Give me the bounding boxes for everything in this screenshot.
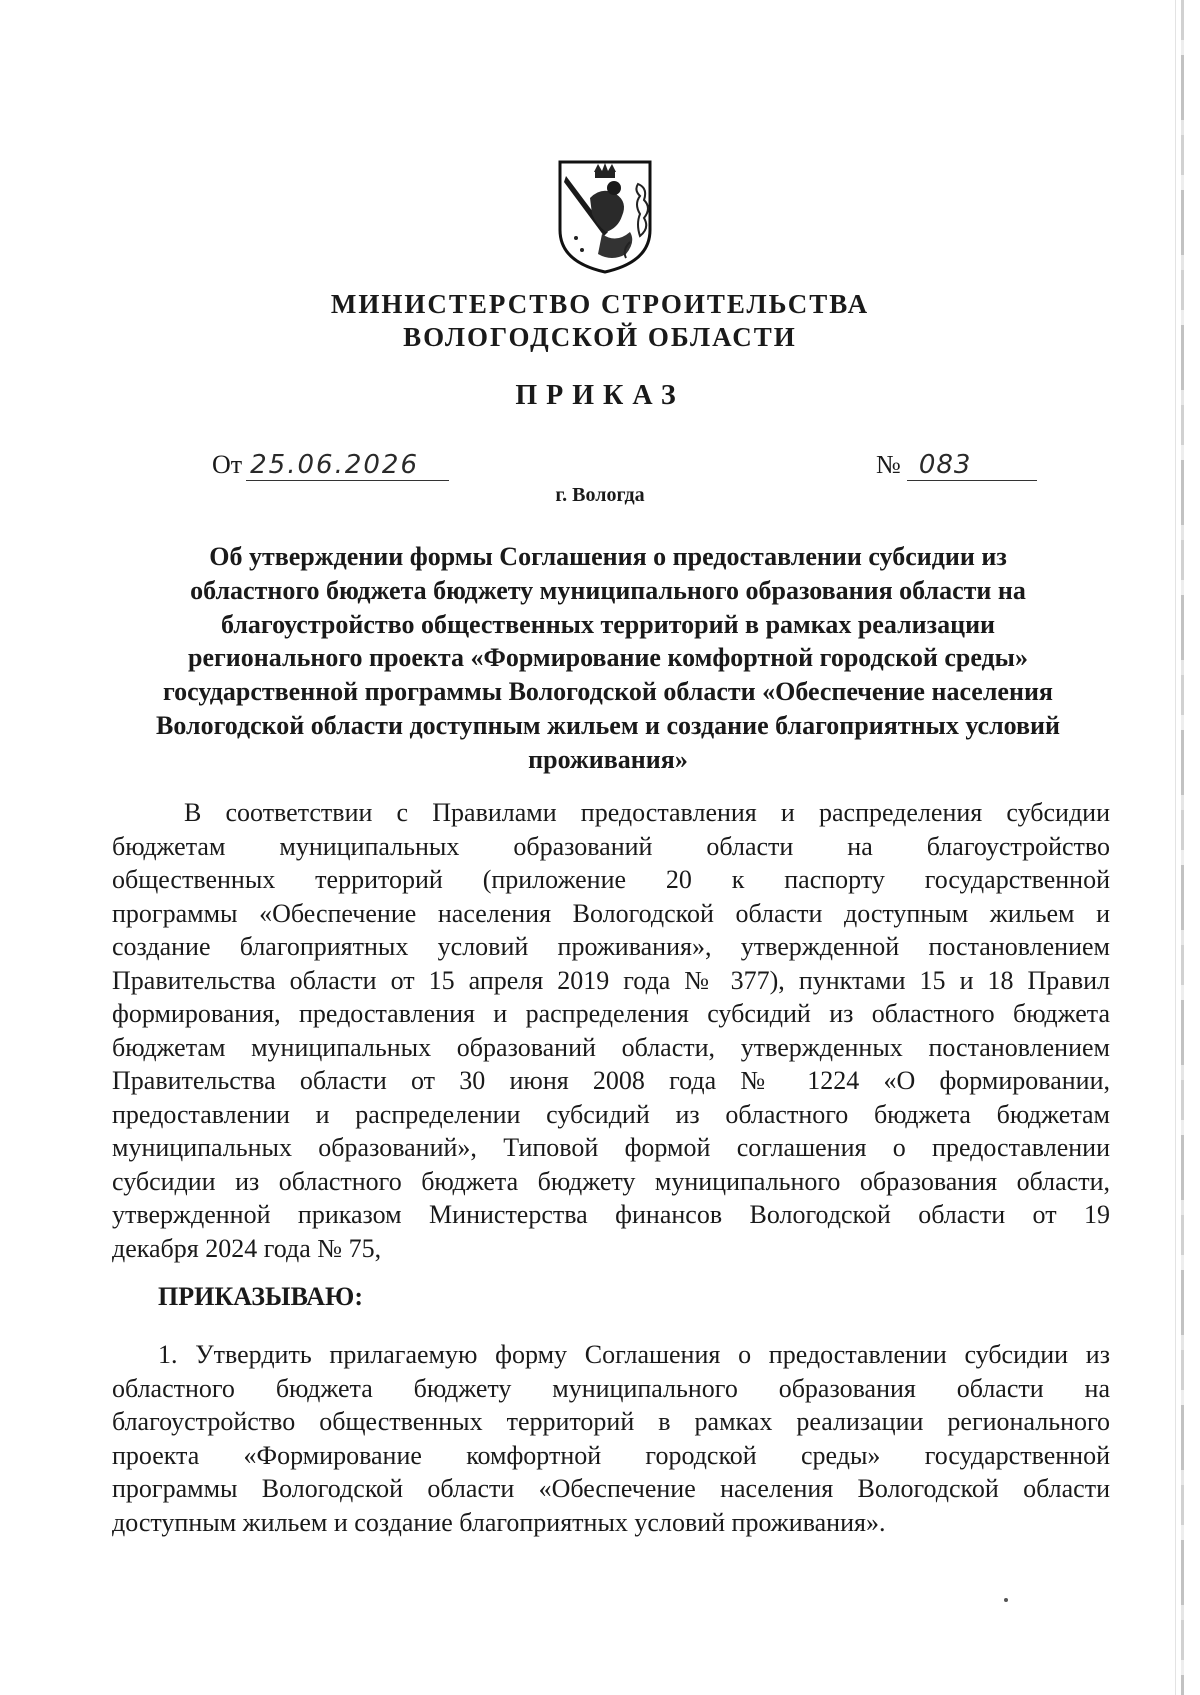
item1-line: доступным жильем и создание благоприятных условий проживания». — [112, 1507, 886, 1537]
item1-line: областного бюджета бюджету муниципального образования области на — [112, 1373, 1110, 1403]
item1-line: 1. Утвердить прилагаемую форму Соглашения о предоставлении субсидии из — [158, 1340, 1110, 1369]
ministry-name-line2: ВОЛОГОДСКОЙ ОБЛАСТИ — [403, 322, 797, 352]
date-prefix: От — [212, 450, 243, 479]
preamble-line: субсидии из областного бюджета бюджету муниципального образования области, — [112, 1166, 1110, 1196]
preamble-line: бюджетам муниципальных образований области на благоустройство — [112, 831, 1110, 861]
preamble-line: Правительства области от 30 июня 2008 года № 1224 «О формировании, — [112, 1066, 1110, 1095]
item1-paragraph — [112, 1338, 1110, 1539]
preamble-line: В соответствии с Правилами предоставления и распределения субсидии — [184, 798, 1110, 827]
city-label: г. Вологда — [555, 484, 645, 506]
coat-of-arms-emblem — [556, 158, 654, 276]
preamble-paragraph — [112, 796, 1110, 1265]
subject-line: областного бюджета бюджету муниципального образования области на — [190, 575, 1026, 605]
subject-line: благоустройство общественных территорий в рамках реализации — [220, 609, 996, 639]
subject-line: государственной программы Вологодской области «Обеспечение населения — [162, 677, 1054, 707]
preamble-line: программы «Обеспечение населения Вологодской области доступным жильем и — [112, 898, 1110, 928]
preamble-line: утвержденной приказом Министерства финансов Вологодской области от 19 — [112, 1200, 1110, 1229]
date-field — [212, 450, 449, 481]
preamble-line: создание благоприятных условий проживания», утвержденной постановлением — [112, 932, 1110, 961]
number-handwritten: 083 — [907, 450, 1038, 481]
preamble-line: формирования, предоставления и распределения субсидий из областного бюджета — [112, 999, 1110, 1028]
item1-line: программы Вологодской области «Обеспечение населения Вологодской области — [112, 1474, 1110, 1503]
subject-line: проживания» — [528, 744, 688, 774]
subject-line: Об утверждении формы Соглашения о предоставлении субсидии из — [209, 542, 1007, 571]
subject-line: Вологодской области доступным жильем и создание благоприятных условий — [155, 710, 1061, 740]
preamble-line: общественных территорий (приложение 20 к паспорту государственной — [112, 865, 1110, 894]
item1-line: благоустройство общественных территорий в рамках реализации регионального — [112, 1407, 1110, 1436]
ministry-name-line1: МИНИСТЕРСТВО СТРОИТЕЛЬСТВА — [330, 289, 870, 319]
subject-line: регионального проекта «Формирование комфортной городской среды» — [188, 643, 1028, 673]
scan-edge-line — [1175, 0, 1176, 1695]
document-type-title: ПРИКАЗ — [515, 380, 685, 411]
item1-line: проекта «Формирование комфортной городской среды» государственной — [112, 1440, 1110, 1470]
preamble-line: муниципальных образований», Типовой формой соглашения о предоставлении — [112, 1133, 1110, 1162]
preamble-line: декабря 2024 года № 75, — [112, 1233, 382, 1263]
preamble-line: предоставлении и распределении субсидий из областного бюджета бюджетам — [112, 1099, 1110, 1129]
preamble-line: Правительства области от 15 апреля 2019 года № 377), пунктами 15 и 18 Правил — [112, 965, 1110, 995]
preamble-line: бюджетам муниципальных образований области, утвержденных постановлением — [112, 1032, 1110, 1062]
orders-heading: ПРИКАЗЫВАЮ: — [158, 1282, 363, 1311]
date-handwritten: 25.06.2026 — [246, 450, 449, 481]
number-prefix: № — [876, 450, 901, 479]
subject-heading — [118, 540, 1098, 777]
scan-speck — [1004, 1598, 1008, 1602]
scan-edge-artifact — [1181, 0, 1184, 1695]
number-field — [876, 450, 1037, 481]
